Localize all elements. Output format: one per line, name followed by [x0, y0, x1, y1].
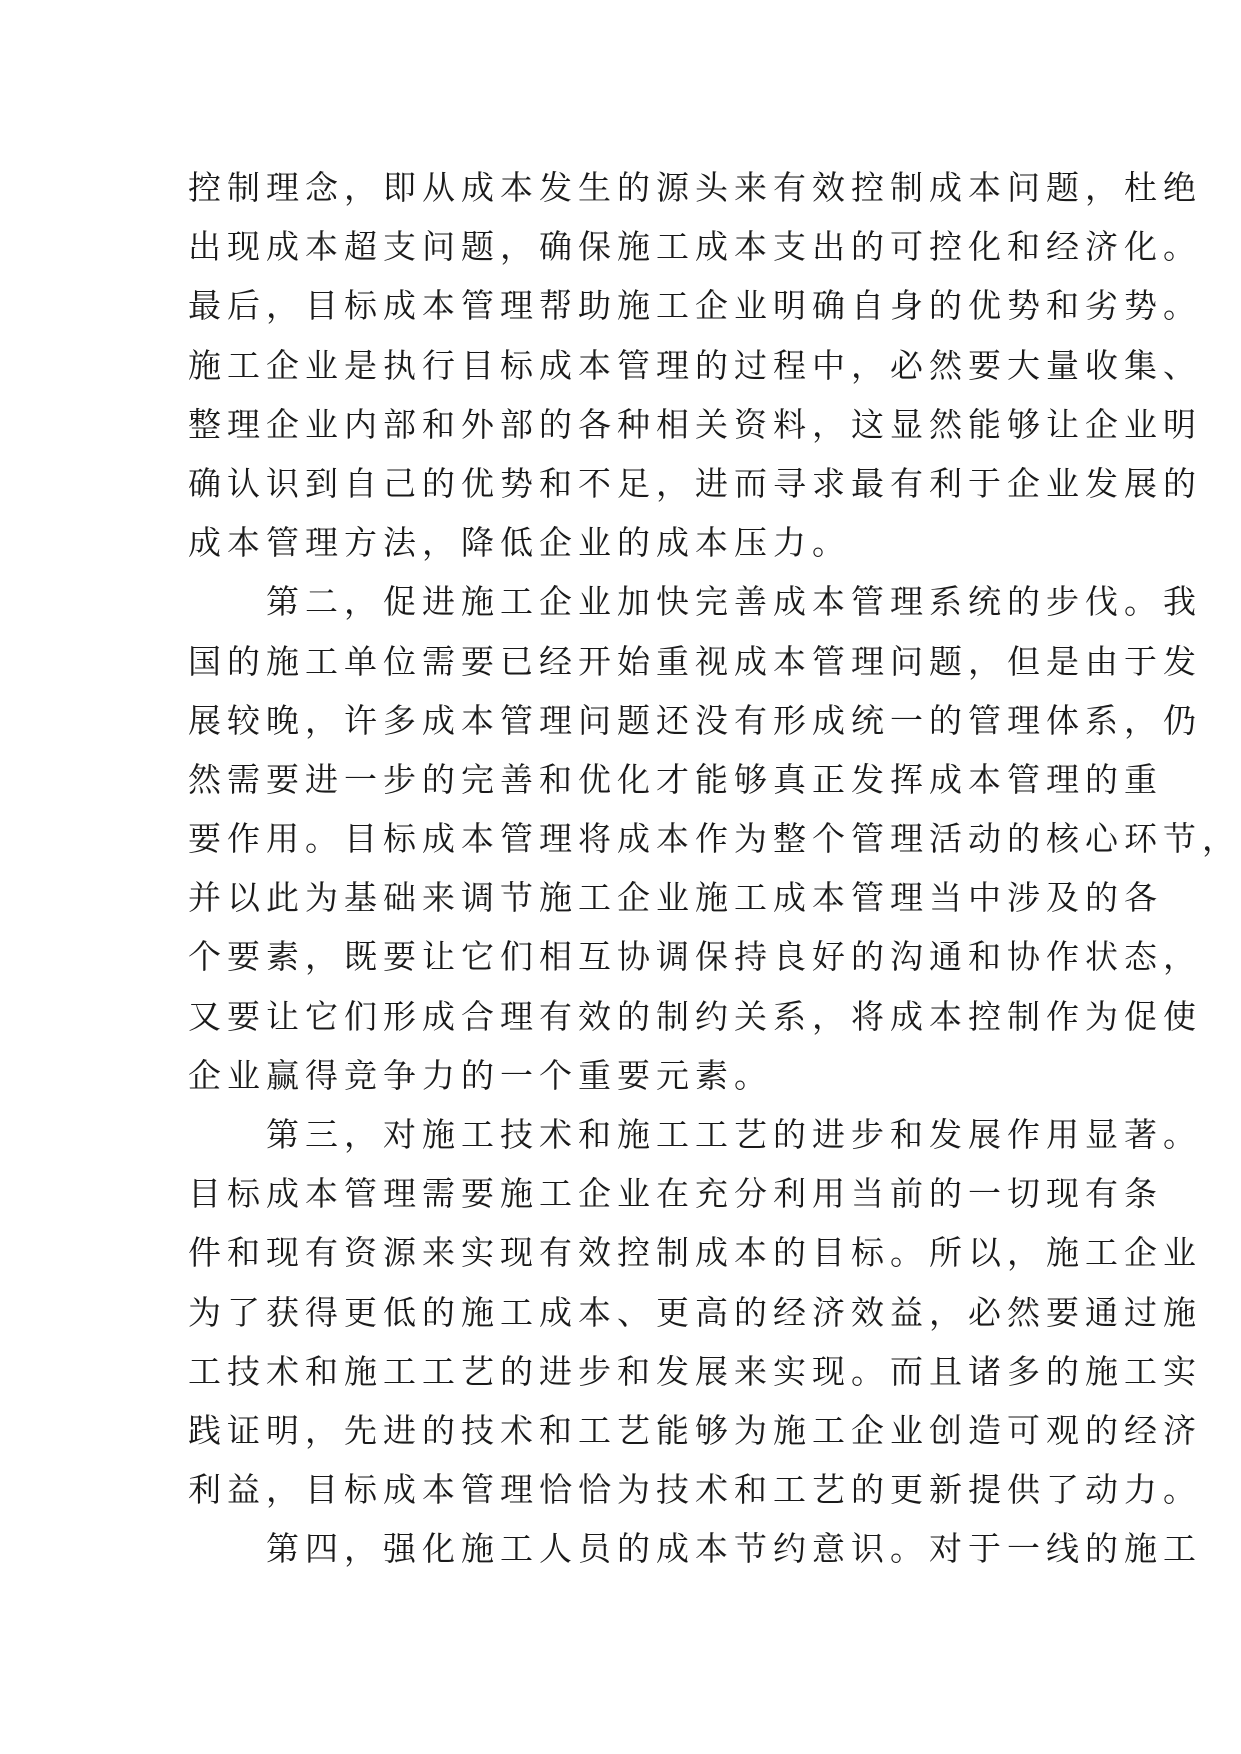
- text-line: 工技术和施工工艺的进步和发展来实现。而且诸多的施工实: [188, 1351, 1202, 1391]
- text-line: 然需要进一步的完善和优化才能够真正发挥成本管理的重: [188, 759, 1163, 799]
- text-line: 确认识到自己的优势和不足，进而寻求最有利于企业发展的: [188, 463, 1202, 503]
- text-line: 最后，目标成本管理帮助施工企业明确自身的优势和劣势。: [188, 286, 1202, 326]
- text-line: 第二，促进施工企业加快完善成本管理系统的步伐。我: [188, 582, 1202, 622]
- text-line: 践证明，先进的技术和工艺能够为施工企业创造可观的经济: [188, 1410, 1202, 1450]
- text-line: 企业赢得竞争力的一个重要元素。: [188, 1055, 773, 1095]
- text-line: 并以此为基础来调节施工企业施工成本管理当中涉及的各: [188, 878, 1163, 918]
- text-line: 目标成本管理需要施工企业在充分利用当前的一切现有条: [188, 1174, 1163, 1214]
- text-line: 成本管理方法，降低企业的成本压力。: [188, 523, 851, 563]
- text-line: 施工企业是执行目标成本管理的过程中，必然要大量收集、: [188, 345, 1202, 385]
- text-line: 件和现有资源来实现有效控制成本的目标。所以，施工企业: [188, 1233, 1202, 1273]
- body-text: [188, 158, 1241, 1579]
- text-line: 要作用。目标成本管理将成本作为整个管理活动的核心环节，: [188, 819, 1241, 859]
- text-line: 展较晚，许多成本管理问题还没有形成统一的管理体系，仍: [188, 700, 1202, 740]
- text-line: 利益，目标成本管理恰恰为技术和工艺的更新提供了动力。: [188, 1470, 1202, 1510]
- text-line: 又要让它们形成合理有效的制约关系，将成本控制作为促使: [188, 996, 1202, 1036]
- text-line: 个要素，既要让它们相互协调保持良好的沟通和协作状态，: [188, 937, 1202, 977]
- text-line: 控制理念，即从成本发生的源头来有效控制成本问题，杜绝: [188, 168, 1202, 207]
- text-line: 出现成本超支问题，确保施工成本支出的可控化和经济化。: [188, 227, 1202, 267]
- text-line: 国的施工单位需要已经开始重视成本管理问题，但是由于发: [188, 641, 1202, 681]
- text-line: 第三，对施工技术和施工工艺的进步和发展作用显著。: [188, 1115, 1202, 1154]
- text-line: 整理企业内部和外部的各种相关资料，这显然能够让企业明: [188, 404, 1202, 444]
- text-line: 为了获得更低的施工成本、更高的经济效益，必然要通过施: [188, 1292, 1202, 1332]
- text-line: 第四，强化施工人员的成本节约意识。对于一线的施工: [188, 1529, 1202, 1569]
